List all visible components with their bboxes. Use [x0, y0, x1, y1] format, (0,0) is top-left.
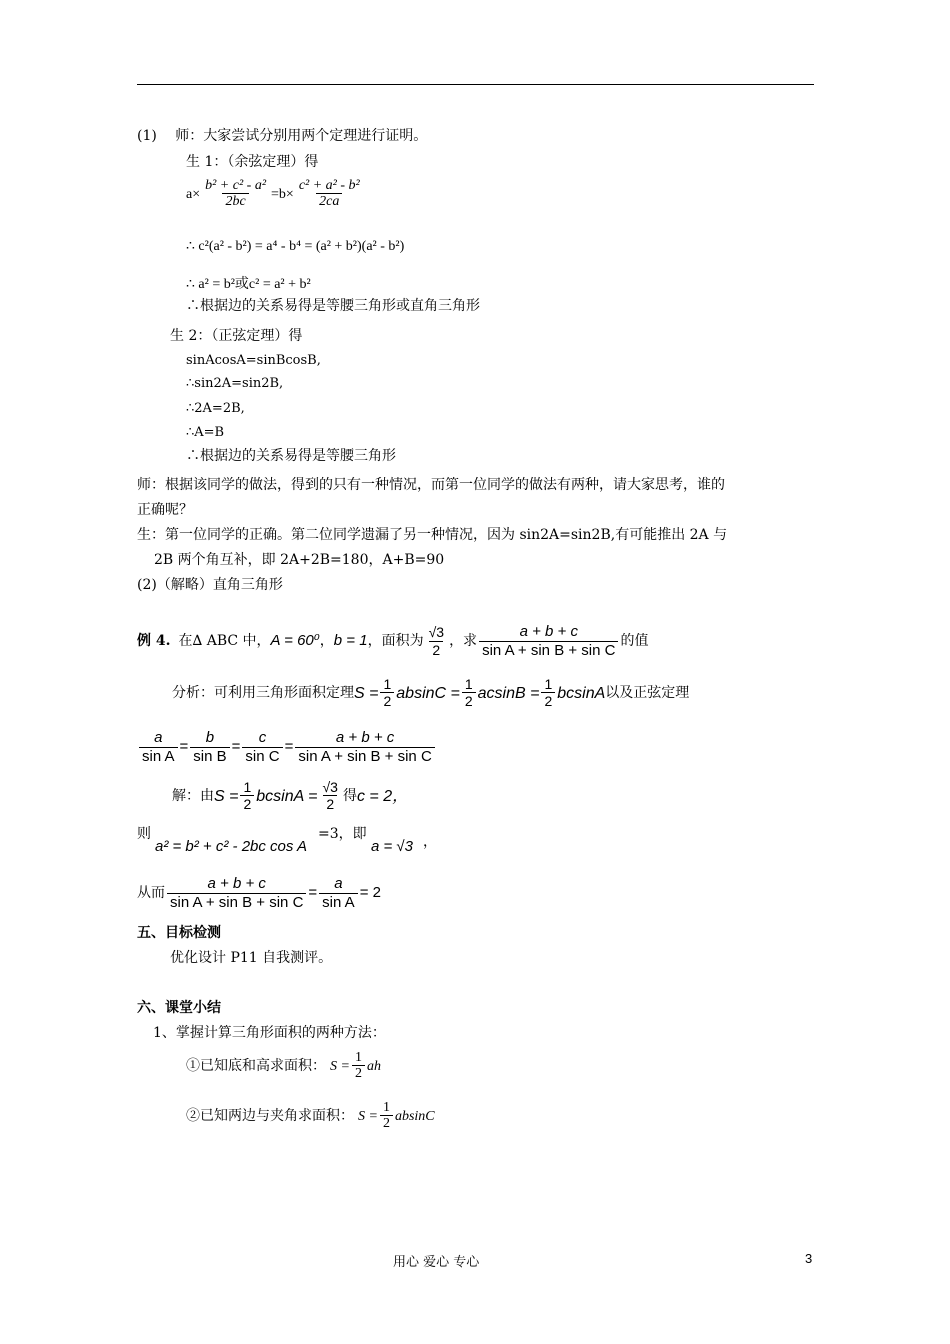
- half-3: $\frac{1}{2}$: [541, 677, 555, 710]
- section6-title: 六、课堂小结: [137, 1000, 221, 1016]
- half-1: $\frac{1}{2}$: [380, 677, 394, 710]
- law-frac-sum: $\frac{a + b + c}{\text{sin A + sin B + sin C}}$: [295, 730, 434, 766]
- a-value-comma: ，: [423, 834, 437, 850]
- header-rule: [137, 84, 814, 85]
- student2-line-3: ∴2A=2B,: [186, 401, 245, 416]
- student1-equation-1: [186, 178, 365, 211]
- eq1-mid: =b×: [271, 186, 294, 202]
- example4-statement: 例 4. 在∆ ABC 中， A = 60⁰ ， b = 1 ，面积为 $\frac{√3}{2}$ ，求 $\frac{a + b + c}{\text{sin A + sin B + sin C}}$ 的值: [137, 623, 649, 659]
- method-1: ①已知底和高求面积： S = $\frac{1}{2}$ ah: [186, 1050, 381, 1082]
- student1-title: 生 1：（余弦定理）得: [186, 154, 319, 170]
- example4-label: 例 4.: [137, 633, 171, 649]
- final-line: 从而 $\frac{a + b + c}{\text{sin A + sin B + sin C}}$ = $\frac{a}{\text{sin A}}$ = 2: [137, 875, 381, 911]
- method2-half: $\frac{1}{2}$: [380, 1100, 393, 1133]
- student1-equation-3: ∴ a² = b²或c² = a² + b²: [186, 277, 311, 292]
- eq3-text: =3，即: [318, 826, 367, 842]
- law-frac-c: $\frac{c}{\text{sin C}}$: [242, 730, 282, 766]
- eq1-left: a×: [186, 186, 201, 202]
- example4-cond-A: A = 60⁰: [270, 632, 320, 650]
- law-frac-b: $\frac{b}{\text{sin B}}$: [190, 730, 229, 766]
- eq1-fraction-2: [296, 178, 363, 211]
- student1-conclusion: ∴根据边的关系易得是等腰三角形或直角三角形: [186, 298, 480, 314]
- example4-area-fraction: [426, 625, 447, 658]
- final-fraction: $\frac{a + b + c}{\text{sin A + sin B + sin C}}$: [167, 876, 306, 912]
- analysis-line: [172, 677, 689, 710]
- a-value: a = √3: [371, 838, 414, 855]
- teacher-question-line-2: 正确呢？: [137, 502, 193, 518]
- method-2: ②已知两边与夹角求面积： S = $\frac{1}{2}$ absinC: [186, 1100, 435, 1132]
- student2-line-4: ∴A=B: [186, 425, 225, 440]
- student2-line-2: ∴sin2A=sin2B,: [186, 376, 284, 391]
- eq1-fraction-1: [202, 178, 269, 211]
- target-den: sin A + sin B + sin C: [479, 641, 618, 660]
- analysis-S: S =: [354, 684, 379, 702]
- student-answer-line-2: 2B 两个角互补，即 2A+2B=180，A+B=90: [154, 552, 445, 568]
- section6-item1: 1、掌握计算三角形面积的两种方法：: [153, 1025, 386, 1041]
- section5-title: 五、目标检测: [137, 925, 221, 941]
- solution-line: 解：由 S = $\frac{1}{2}$ bcsinA = $\frac{√3}{2}$ 得 c = 2，: [172, 779, 409, 813]
- area-num: √3: [428, 624, 445, 641]
- law-frac-a: $\frac{a}{\text{sin A}}$: [139, 730, 178, 766]
- method1-half: $\frac{1}{2}$: [352, 1050, 365, 1083]
- sol-sqrt-frac: $\frac{√3}{2}$: [322, 779, 338, 813]
- teacher-question-line-1: 师：根据该同学的做法，得到的只有一种情况，而第一位同学的做法有两种，请大家思考，谁的: [137, 477, 725, 493]
- eq1-num2: c² + a² - b²: [298, 178, 360, 193]
- example4-text-a: 在∆ ABC 中，: [178, 633, 271, 649]
- analysis-f3: bcsinA: [557, 684, 606, 702]
- footer-text: 用心 爱心 专心: [393, 1255, 480, 1270]
- eq1-den2: 2ca: [316, 193, 342, 211]
- target-num: a + b + c: [519, 623, 578, 640]
- student-answer-line-1: 生：第一位同学的正确。第二位同学遗漏了另一种情况，因为 sin2A=sin2B,有可能推出 2A 与: [137, 527, 728, 543]
- student2-title: 生 2：（正弦定理）得: [170, 328, 303, 344]
- example4-text-c: ，求: [449, 633, 478, 649]
- part2-answer: (2)（解略）直角三角形: [137, 577, 283, 593]
- student1-equation-2: ∴ c²(a² - b²) = a⁴ - b⁴ = (a² + b²)(a² - b²): [186, 239, 405, 254]
- thus-label: 从而: [137, 885, 165, 901]
- analysis-f2: acsinB =: [477, 684, 540, 702]
- analysis-f1: absinC =: [396, 684, 460, 702]
- half-2: $\frac{1}{2}$: [462, 677, 476, 710]
- example4-cond-b: b = 1: [333, 632, 368, 650]
- student2-line-1: sinAcosA=sinBcosB,: [186, 353, 321, 368]
- analysis-text-b: 以及正弦定理: [605, 684, 690, 701]
- student2-conclusion: ∴根据边的关系易得是等腰三角形: [186, 448, 396, 464]
- analysis-text-a: 分析：可利用三角形面积定理: [172, 684, 354, 701]
- final-fraction-2: $\frac{a}{\text{sin A}}$: [319, 876, 358, 912]
- example4-text-d: 的值: [620, 633, 649, 649]
- example4-target-fraction: [479, 624, 618, 660]
- eq1-den1: 2bc: [222, 193, 248, 211]
- sol-half: $\frac{1}{2}$: [240, 780, 254, 813]
- part1-intro: (1) 师：大家尝试分别用两个定理进行证明。: [137, 128, 428, 144]
- section5-text: 优化设计 P11 自我测评。: [170, 950, 333, 966]
- cosine-law-eq: a² = b² + c² - 2bc cos A: [155, 838, 307, 855]
- then-label: 则: [137, 826, 151, 842]
- solution-text-a: 解：由: [172, 787, 214, 804]
- page-number: 3: [805, 1251, 813, 1266]
- example4-text-b: ，面积为: [367, 633, 424, 649]
- eq1-num1: b² + c² - a²: [205, 178, 267, 193]
- law-of-sines: $\frac{a}{\text{sin A}}$ = $\frac{b}{\text{sin B}}$ = $\frac{c}{\text{sin C}}$ = $\frac{a + b + c}{\text{sin A + sin B + sin C}}$: [137, 730, 437, 766]
- area-den: 2: [429, 641, 443, 659]
